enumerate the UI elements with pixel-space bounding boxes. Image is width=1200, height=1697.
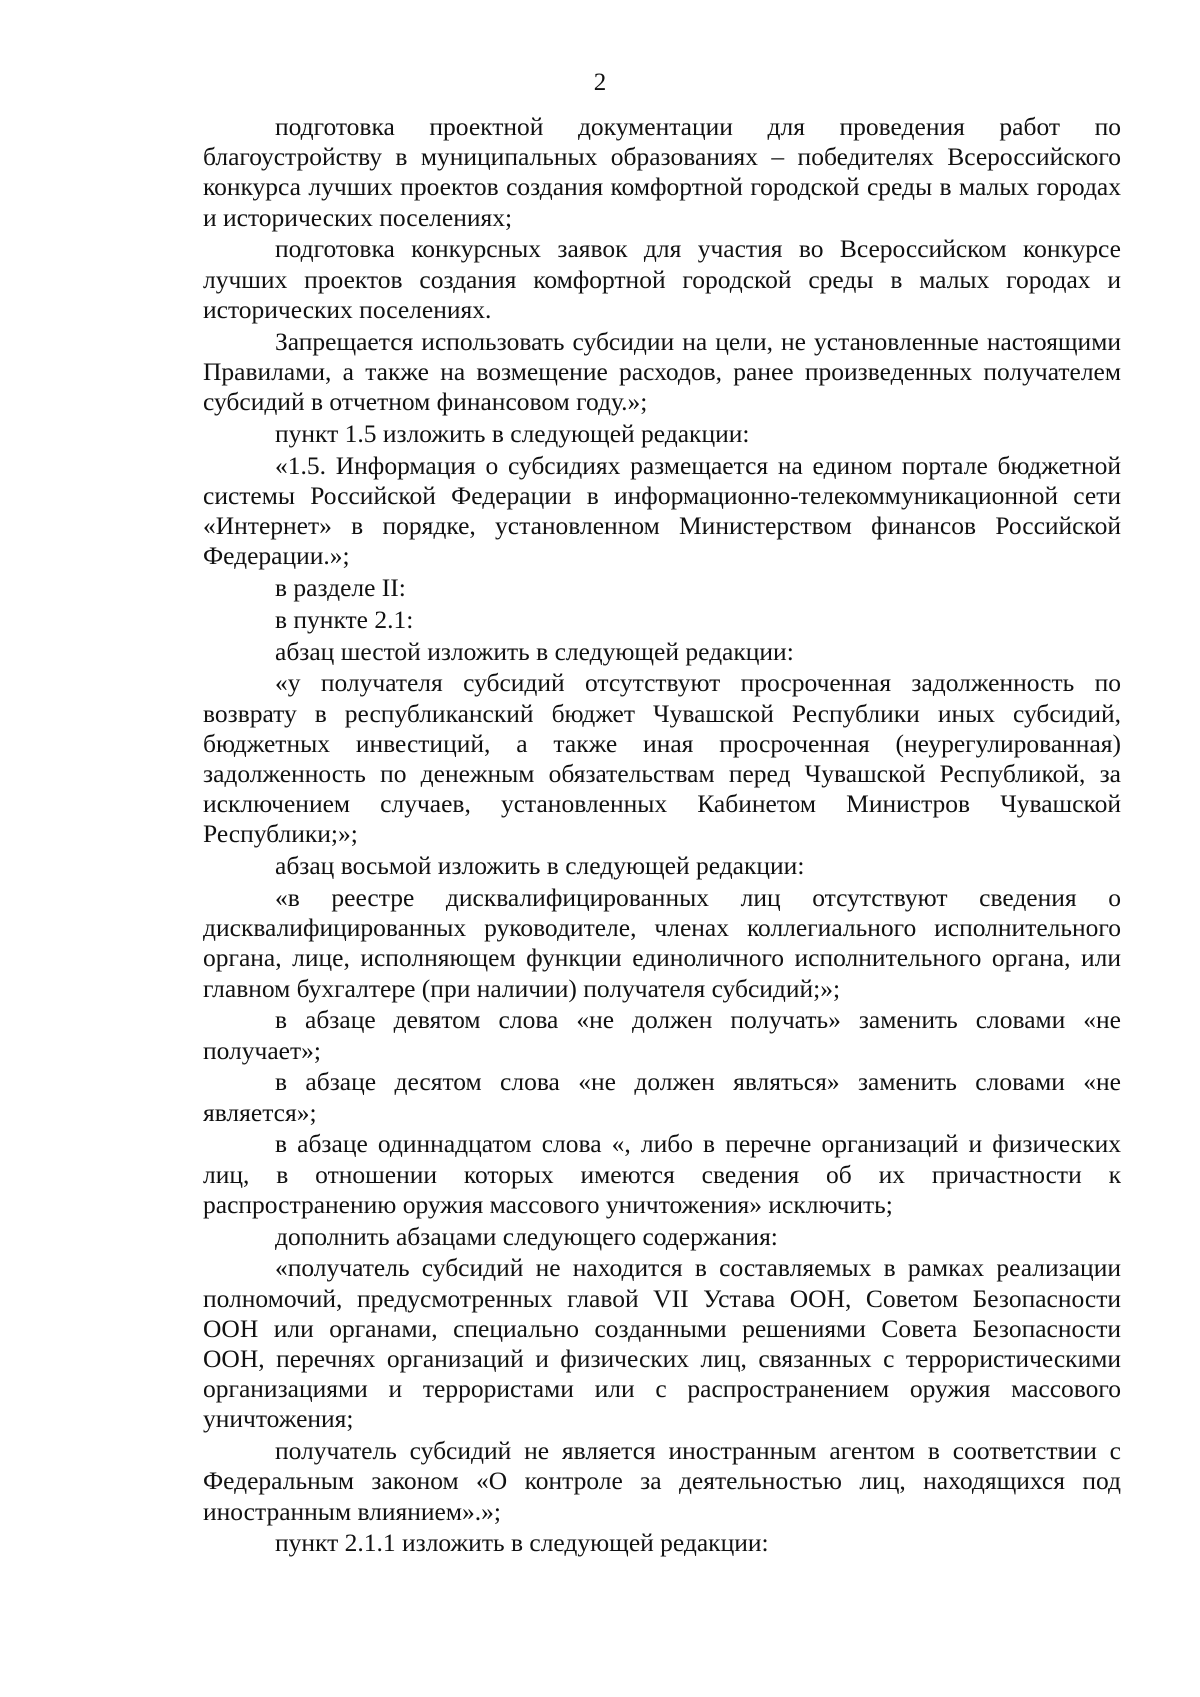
paragraph: «в реестре дисквалифицированных лиц отсутствуют сведения о дисквалифицированных руководителе, членах коллегиального исполнительного органа, лице, исполняющем функции единоличного исполнительного органа, или главном бухгалтере (при наличии) получателя субсидий;»;: [203, 883, 1121, 1003]
paragraph: пункт 1.5 изложить в следующей редакции:: [275, 418, 750, 448]
document-body: [203, 112, 1121, 1560]
paragraph: в абзаце девятом слова «не должен получать» заменить словами «не получает»;: [203, 1005, 1121, 1065]
paragraph: Запрещается использовать субсидии на цели, не установленные настоящими Правилами, а также на возмещение расходов, ранее произведенных получателем субсидий в отчетном финансовом году.»;: [203, 326, 1121, 417]
paragraph: в разделе II:: [275, 573, 406, 603]
paragraph: в абзаце десятом слова «не должен являться» заменить словами «не является»;: [203, 1067, 1121, 1127]
paragraph: абзац восьмой изложить в следующей редакции:: [275, 851, 805, 881]
page-number: 2: [593, 69, 607, 96]
paragraph: подготовка конкурсных заявок для участия во Всероссийском конкурсе лучших проектов создания комфортной городской среды в малых городах и исторических поселениях.: [203, 234, 1121, 324]
paragraph: получатель субсидий не является иностранным агентом в соответствии с Федеральным законом «О контроле за деятельностью лиц, находящихся под иностранным влиянием».»;: [203, 1436, 1121, 1526]
paragraph: «1.5. Информация о субсидиях размещается на едином портале бюджетной системы Российской Федерации в информационно-телекоммуникационной сети «Интернет» в порядке, установленном Министерством финансов Российской Федерации.»;: [203, 450, 1121, 571]
paragraph: в абзаце одиннадцатом слова «, либо в перечне организаций и физических лиц, в отношении которых имеются сведения об их причастности к распространению оружия массового уничтожения» исключить;: [203, 1129, 1121, 1219]
paragraph: абзац шестой изложить в следующей редакции:: [275, 636, 794, 666]
paragraph: в пункте 2.1:: [275, 604, 414, 634]
paragraph: подготовка проектной документации для проведения работ по благоустройству в муниципальных образованиях – победителях Всероссийского конкурса лучших проектов создания комфортной городской среды в малых городах и исторических поселениях;: [203, 112, 1121, 232]
paragraph: «получатель субсидий не находится в составляемых в рамках реализации полномочий, предусмотренных главой VII Устава ООН, Советом Безопасности ООН или органами, специально созданными решениями Совета Безопасности ООН, перечнях организаций и физических лиц, связанных с террористическими организациями и террористами или с распространением оружия массового уничтожения;: [203, 1253, 1121, 1434]
paragraph: пункт 2.1.1 изложить в следующей редакции:: [275, 1528, 769, 1558]
paragraph: «у получателя субсидий отсутствуют просроченная задолженность по возврату в республиканский бюджет Чувашской Республики иных субсидий, бюджетных инвестиций, а также иная просроченная (неурегулированная) задолженность по денежным обязательствам перед Чувашской Республикой, за исключением случаев, установленных Кабинетом Министров Чувашской Республики;»;: [203, 668, 1121, 849]
paragraph: дополнить абзацами следующего содержания:: [275, 1221, 778, 1251]
